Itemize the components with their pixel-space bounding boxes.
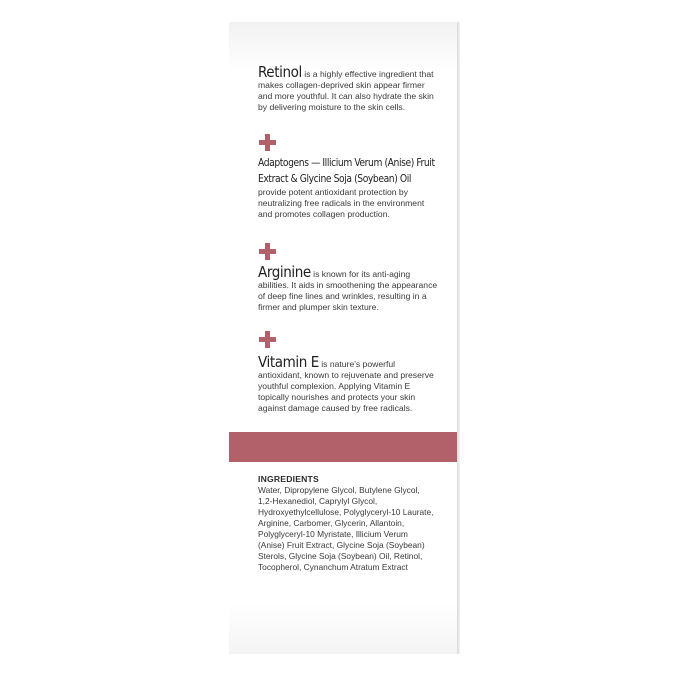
arginine-heading: Arginine	[258, 263, 311, 281]
plus-icon	[259, 331, 276, 348]
retinol-heading: Retinol	[258, 63, 302, 81]
plus-icon	[259, 243, 276, 260]
arginine-text: is known for its anti-aging abilities. It aids in smoothening the appearance of deep fine lines and wrinkles, resulting in a firmer and plumper skin texture.	[258, 269, 438, 312]
plus-icon	[259, 134, 276, 151]
accent-band	[229, 432, 457, 462]
adaptogens-section	[258, 156, 440, 220]
adaptogens-text: provide potent antioxidant protection by neutralizing free radicals in the environment and promotes collagen production.	[258, 187, 425, 219]
arginine-section	[258, 264, 440, 313]
box-side-edge	[457, 22, 460, 654]
vitamin-e-section	[258, 354, 440, 414]
ingredients-list: Water, Dipropylene Glycol, Butylene Glycol, 1,2-Hexanediol, Caprylyl Glycol, Hydroxyethylcellulose, Polyglyceryl-10 Laurate, Arginine, Carbomer, Glycerin, Allantoin, Polyglyceryl-10 Myristate, Illicium Verum (Anise) Fruit Extract, Glycine Soja (Soybean) Sterols, Glycine Soja (Soybean) Oil, Retinol, Tocopherol, Cynanchum Atratum Extract	[258, 485, 434, 572]
retinol-text: is a highly effective ingredient that makes collagen-deprived skin appear firmer and more youthful. It can also hydrate the skin by delivering moisture to the skin cells.	[258, 69, 434, 112]
vitamin-e-text: is nature's powerful antioxidant, known to rejuvenate and preserve youthful complexion. Applying Vitamin E topically nourishes and protects your skin against damage caused by free radicals.	[258, 359, 434, 413]
vitamin-e-heading: Vitamin E	[258, 353, 319, 371]
ingredients-title: INGREDIENTS	[258, 474, 319, 484]
retinol-section	[258, 64, 440, 113]
adaptogens-heading: Adaptogens — Illicium Verum (Anise) Fruit Extract & Glycine Soja (Soybean) Oil	[258, 158, 435, 185]
